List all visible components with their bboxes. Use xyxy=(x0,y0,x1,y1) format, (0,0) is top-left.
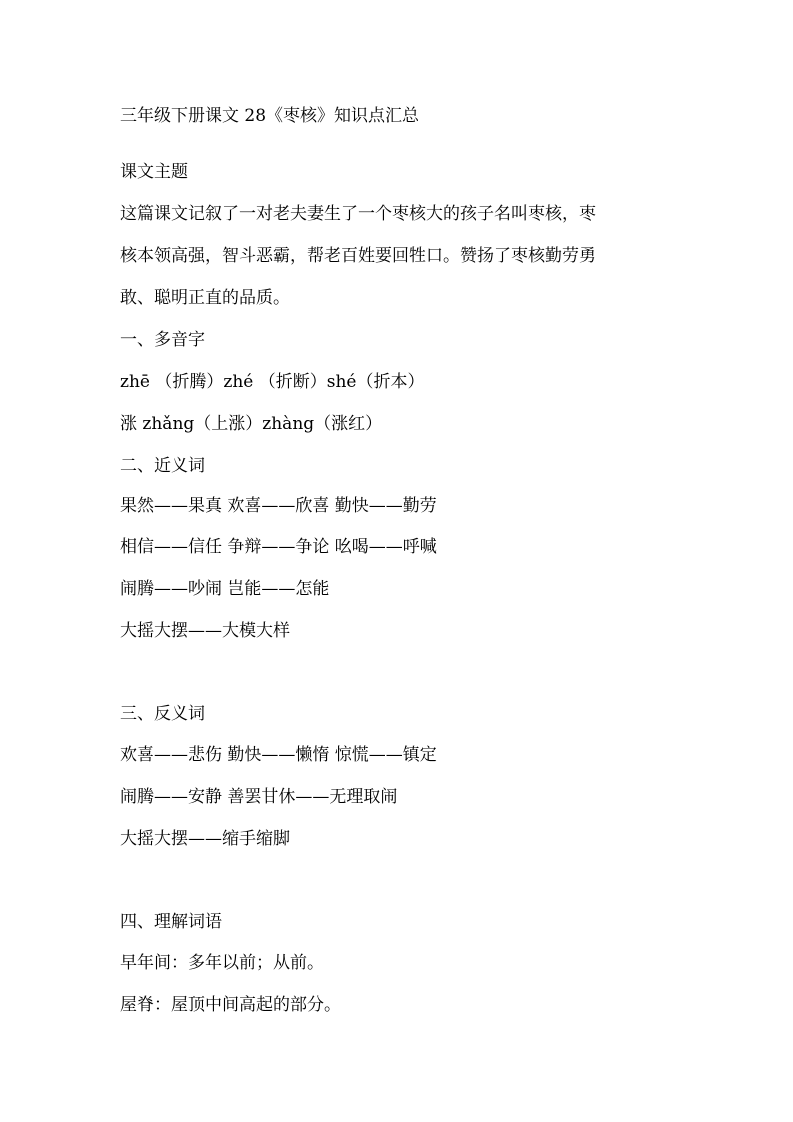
vocabulary-line-2: 屋脊：屋顶中间高起的部分。 xyxy=(120,995,341,1015)
synonyms-line-4: 大摇大摆——大模大样 xyxy=(120,621,290,641)
document-title: 三年级下册课文 28《枣核》知识点汇总 xyxy=(120,106,420,126)
antonyms-line-1: 欢喜——悲伤 勤快——懒惰 惊慌——镇定 xyxy=(120,745,437,765)
synonyms-line-1: 果然——果真 欢喜——欣喜 勤快——勤劳 xyxy=(120,496,437,516)
synonyms-heading: 二、近义词 xyxy=(120,456,205,476)
vocabulary-heading: 四、理解词语 xyxy=(120,912,222,932)
polyphones-line-2: 涨 zhǎng（上涨）zhàng（涨红） xyxy=(120,414,383,434)
theme-paragraph-line-1: 这篇课文记叙了一对老夫妻生了一个枣核大的孩子名叫枣核，枣 xyxy=(120,204,596,224)
antonyms-line-3: 大摇大摆——缩手缩脚 xyxy=(120,829,290,849)
synonyms-line-3: 闹腾——吵闹 岂能——怎能 xyxy=(120,579,330,599)
theme-paragraph-line-3: 敢、聪明正直的品质。 xyxy=(120,288,290,308)
theme-heading: 课文主题 xyxy=(120,162,188,182)
antonyms-heading: 三、反义词 xyxy=(120,704,205,724)
theme-paragraph-line-2: 核本领高强，智斗恶霸，帮老百姓要回牲口。赞扬了枣核勤劳勇 xyxy=(120,246,596,266)
synonyms-line-2: 相信——信任 争辩——争论 吆喝——呼喊 xyxy=(120,537,437,557)
vocabulary-line-1: 早年间：多年以前；从前。 xyxy=(120,953,324,973)
antonyms-line-2: 闹腾——安静 善罢甘休——无理取闹 xyxy=(120,787,398,807)
polyphones-line-1: zhē （折腾）zhé （折断）shé（折本） xyxy=(120,372,425,392)
polyphones-heading: 一、多音字 xyxy=(120,330,205,350)
